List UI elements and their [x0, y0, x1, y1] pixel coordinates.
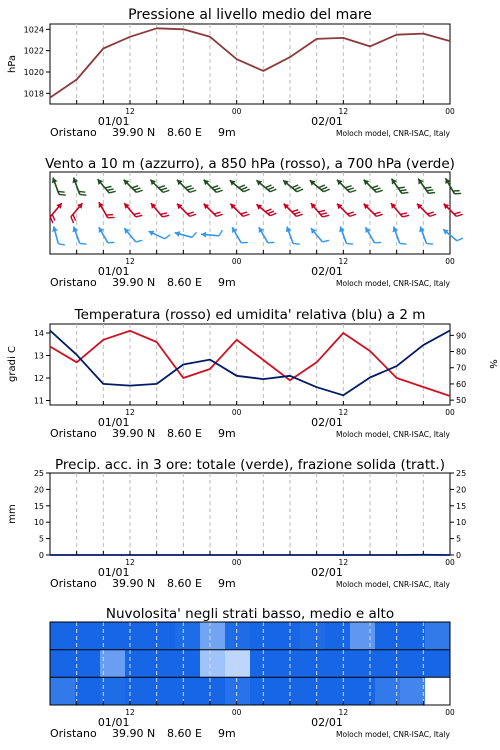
- wind-barb: [175, 231, 197, 237]
- wind-barb: [232, 227, 248, 243]
- location-label: Oristano: [50, 276, 97, 289]
- wind-barb-feather: [425, 187, 432, 188]
- x-tick-label: 12: [125, 558, 135, 567]
- wind-barb-feather: [427, 212, 433, 214]
- wind-barb-feather: [347, 188, 353, 190]
- y-tick-label: 1018: [23, 89, 44, 99]
- cloud-cell: [425, 677, 451, 705]
- wind-barb: [417, 204, 436, 217]
- wind-barb-feather: [190, 190, 196, 192]
- cloud-cell: [175, 622, 201, 650]
- wind-barb-feather: [324, 189, 330, 192]
- pressure-title: Pressione al livello medio del mare: [128, 7, 372, 23]
- wind-panel: [45, 156, 463, 289]
- wind-barb: [149, 231, 171, 239]
- pressure-plot-area: [50, 24, 450, 104]
- cloud-cell: [200, 650, 226, 678]
- wind-barb: [230, 204, 249, 217]
- wind-plot-area: [50, 172, 450, 254]
- precip-gridlines: [77, 473, 424, 555]
- humidity-y-axis-label: %: [487, 359, 498, 369]
- wind-barb-feather: [454, 212, 460, 214]
- pressure-gridlines: [77, 24, 424, 104]
- wind-barb: [445, 178, 461, 194]
- wind-barb: [71, 203, 83, 223]
- cloud-cell: [250, 650, 276, 678]
- latitude-label: 39.90 N: [112, 577, 156, 590]
- wind-barb-feather: [80, 194, 87, 195]
- cloud-cell: [300, 650, 326, 678]
- x-tick-label: 12: [338, 107, 349, 116]
- longitude-label: 8.60 E: [167, 727, 202, 740]
- wind-barb: [419, 227, 433, 245]
- date-label: 02/01: [311, 566, 343, 579]
- cloud-cell: [125, 677, 151, 705]
- y-tick-label: 14: [33, 329, 44, 338]
- wind-barb-feather: [109, 191, 116, 193]
- wind-barb-feather: [372, 186, 378, 188]
- cloud-cell: [300, 622, 326, 650]
- y-tick-label: 60: [456, 379, 467, 389]
- cloud-cell: [150, 677, 176, 705]
- cloud-cell: [50, 650, 76, 678]
- pressure-y-axis-label: hPa: [7, 54, 18, 74]
- precip-plot-area: [50, 473, 450, 555]
- wind-barb-feather: [214, 212, 220, 214]
- wind-barb-feather: [398, 187, 405, 188]
- y-tick-label: 10: [456, 518, 467, 528]
- y-tick-label: 1024: [23, 25, 44, 35]
- cloud-cell: [350, 650, 376, 678]
- elevation-label: 9m: [218, 427, 236, 440]
- cloud-cell: [175, 677, 201, 705]
- wind-barb-feather: [73, 214, 76, 220]
- y-tick-label: 5: [38, 534, 44, 544]
- wind-barbs: [50, 178, 463, 245]
- longitude-label: 8.60 E: [167, 276, 202, 289]
- cloud-cell: [50, 677, 76, 705]
- wind-barb: [72, 227, 86, 245]
- x-tick-label: 00: [231, 408, 242, 417]
- wind-barb: [151, 203, 169, 217]
- wind-barb-feather: [374, 188, 380, 190]
- wind-barb: [418, 179, 435, 194]
- cloud-cell: [400, 622, 426, 650]
- wind-barb: [204, 180, 223, 193]
- cloud-cell: [275, 650, 301, 678]
- wind-barb-feather: [160, 213, 167, 215]
- wind-barb-feather: [294, 187, 300, 190]
- wind-barb: [52, 226, 65, 245]
- cloud-cell: [325, 677, 351, 705]
- y-tick-label: 15: [33, 501, 44, 511]
- y-tick-label: 0: [38, 551, 44, 560]
- wind-barb: [99, 227, 115, 243]
- wind-barb: [150, 180, 169, 193]
- cloud-cell: [225, 677, 251, 705]
- latitude-label: 39.90 N: [112, 727, 156, 740]
- elevation-label: 9m: [218, 126, 236, 139]
- cloud-cell: [150, 622, 176, 650]
- wind-barb-feather: [187, 212, 193, 214]
- precip-title: Precip. acc. in 3 ore: totale (verde), frazione solida (tratt.): [55, 457, 445, 473]
- longitude-label: 8.60 E: [167, 577, 202, 590]
- wind-barb-feather: [136, 190, 142, 192]
- precip-y2-ticks: [450, 469, 466, 560]
- precip-y-axis-label: mm: [7, 504, 18, 524]
- cloud-cell: [275, 677, 301, 705]
- y-tick-label: 12: [33, 374, 44, 383]
- wind-barb-feather: [136, 215, 143, 217]
- wind-barb: [391, 203, 409, 217]
- temperature-line: [50, 331, 450, 396]
- x-tick-label: 00: [231, 257, 242, 266]
- wind-barb: [201, 230, 222, 238]
- wind-barb-feather: [426, 243, 433, 244]
- latitude-label: 39.90 N: [112, 126, 156, 139]
- latitude-label: 39.90 N: [112, 427, 156, 440]
- location-label: Oristano: [50, 427, 97, 440]
- temperature-gridlines: [77, 324, 424, 405]
- wind-barb-feather: [376, 190, 382, 192]
- wind-barb-feather: [296, 214, 302, 216]
- wind-barb-feather: [134, 188, 140, 190]
- wind-barb-feather: [214, 188, 220, 190]
- cloud-cell: [75, 677, 101, 705]
- elevation-label: 9m: [218, 276, 236, 289]
- wind-barb: [98, 179, 116, 193]
- credit-label: Moloch model, CNR-ISAC, Italy: [336, 580, 450, 589]
- wind-barb-feather: [374, 212, 380, 214]
- wind-barb-feather: [293, 243, 300, 244]
- wind-barb-feather: [322, 215, 329, 217]
- location-label: Oristano: [50, 126, 97, 139]
- wind-barb: [283, 180, 303, 192]
- wind-barb-feather: [136, 240, 143, 242]
- wind-barb: [364, 180, 383, 193]
- wind-barb-feather: [350, 214, 356, 216]
- precip-y-ticks: [34, 469, 50, 560]
- y-tick-label: 5: [456, 534, 462, 544]
- wind-barb-feather: [107, 189, 114, 191]
- cloud-x-axis: [50, 701, 455, 740]
- wind-barb-feather: [270, 213, 276, 216]
- y-tick-label: 11: [33, 396, 44, 406]
- wind-barb: [339, 227, 353, 245]
- wind-barb: [443, 229, 463, 241]
- cloud-cell: [75, 650, 101, 678]
- location-label: Oristano: [50, 577, 97, 590]
- y-tick-label: 80: [456, 347, 467, 357]
- wind-barb-feather: [52, 214, 55, 220]
- wind-barb: [311, 203, 329, 217]
- cloud-cell: [125, 622, 151, 650]
- pressure-panel: [7, 7, 455, 139]
- wind-barb-feather: [268, 187, 274, 190]
- wind-barb-feather: [430, 214, 436, 216]
- wind-barb-feather: [187, 188, 193, 190]
- wind-barb: [365, 227, 381, 243]
- elevation-label: 9m: [218, 727, 236, 740]
- wind-barb-feather: [239, 185, 245, 188]
- wind-barb-feather: [400, 243, 407, 244]
- date-label: 02/01: [311, 416, 343, 429]
- temperature-title: Temperatura (rosso) ed umidita' relativa (blu) a 2 m: [74, 307, 426, 323]
- wind-barb-feather: [241, 212, 247, 214]
- wind-barb: [99, 202, 115, 218]
- wind-barb-feather: [132, 186, 138, 188]
- wind-barb-head: [175, 231, 181, 237]
- wind-barb: [124, 203, 142, 217]
- y-tick-label: 0: [456, 551, 462, 560]
- wind-barb-feather: [216, 190, 222, 192]
- wind-barb-feather: [402, 215, 409, 217]
- elevation-label: 9m: [218, 577, 236, 590]
- wind-barb-feather: [292, 185, 298, 188]
- credit-label: Moloch model, CNR-ISAC, Italy: [336, 430, 450, 439]
- y-tick-label: 1020: [23, 68, 44, 77]
- date-label: 01/01: [97, 416, 130, 429]
- temperature-x-axis: [50, 401, 455, 440]
- y-tick-label: 90: [456, 331, 467, 341]
- x-tick-label: 12: [125, 408, 135, 417]
- wind-barb-feather: [427, 190, 434, 191]
- wind-barb-feather: [350, 190, 356, 192]
- x-tick-label: 12: [338, 408, 349, 417]
- wind-barb-feather: [400, 213, 407, 215]
- wind-barb-feather: [345, 186, 351, 188]
- y-tick-label: 10: [33, 518, 44, 528]
- cloud-cell: [425, 622, 451, 650]
- wind-barb: [124, 228, 142, 242]
- wind-barb: [52, 178, 66, 196]
- date-label: 02/01: [311, 115, 343, 128]
- wind-barb-feather: [50, 217, 53, 223]
- wind-barb: [286, 227, 300, 245]
- credit-label: Moloch model, CNR-ISAC, Italy: [336, 730, 450, 739]
- y-tick-label: 25: [456, 469, 467, 478]
- date-label: 01/01: [97, 716, 130, 729]
- precip-x-axis: [50, 551, 455, 590]
- wind-barb-feather: [192, 232, 196, 237]
- wind-barb: [259, 227, 275, 243]
- x-tick-label: 12: [338, 257, 349, 266]
- wind-barb-feather: [165, 235, 170, 239]
- wind-barb: [392, 179, 409, 194]
- cloud-cell: [275, 622, 301, 650]
- wind-barb: [444, 204, 463, 217]
- cloud-cell: [175, 650, 201, 678]
- temperature-y-axis-label: gradi C: [7, 346, 18, 382]
- temperature-panel: [7, 307, 498, 440]
- wind-barb-feather: [318, 210, 325, 212]
- cloud-cell: [325, 622, 351, 650]
- wind-barb-feather: [219, 230, 223, 236]
- y-tick-label: 20: [33, 485, 44, 495]
- wind-barb-feather: [244, 189, 250, 192]
- cloud-cell: [75, 622, 101, 650]
- x-tick-label: 12: [125, 708, 135, 717]
- x-tick-label: 00: [445, 558, 455, 567]
- humidity-line: [50, 331, 450, 396]
- wind-barb-feather: [457, 238, 463, 241]
- wind-barb: [284, 204, 303, 217]
- pressure-y-ticks: [24, 25, 50, 98]
- wind-barb-feather: [346, 243, 353, 244]
- wind-barb-feather: [134, 213, 141, 215]
- cloud-cell: [200, 677, 226, 705]
- cloud-cell: [250, 677, 276, 705]
- wind-barb: [177, 180, 196, 193]
- wind-barb-feather: [58, 191, 65, 192]
- cloud-cell: [225, 650, 251, 678]
- cloud-cell: [200, 622, 226, 650]
- wind-barb-feather: [159, 186, 165, 188]
- cloud-cell: [350, 677, 376, 705]
- wind-barb-head: [52, 226, 58, 232]
- wind-title: Vento a 10 m (azzurro), a 850 hPa (rosso), a 700 hPa (verde): [45, 156, 455, 172]
- wind-barb-feather: [190, 214, 196, 216]
- wind-barb-feather: [161, 188, 167, 190]
- y-tick-label: 15: [456, 501, 467, 511]
- wind-barb: [204, 204, 223, 217]
- x-tick-label: 00: [445, 408, 455, 417]
- y-tick-label: 25: [33, 469, 44, 478]
- wind-barb: [256, 204, 276, 216]
- cloud-cell: [225, 622, 251, 650]
- wind-barb-feather: [80, 243, 87, 244]
- date-label: 01/01: [97, 265, 130, 278]
- date-label: 01/01: [97, 566, 130, 579]
- longitude-label: 8.60 E: [167, 427, 202, 440]
- x-tick-label: 00: [445, 107, 455, 116]
- wind-barb: [337, 204, 356, 217]
- wind-barb: [177, 204, 196, 217]
- wind-barb: [72, 178, 86, 196]
- temperature-humidity-series: [50, 331, 450, 397]
- wind-x-axis: [50, 250, 455, 289]
- wind-barb-feather: [212, 186, 218, 188]
- x-tick-label: 00: [231, 558, 242, 567]
- wind-barb: [364, 204, 383, 217]
- y-tick-label: 50: [456, 396, 467, 406]
- latitude-label: 39.90 N: [112, 276, 156, 289]
- x-tick-label: 12: [125, 107, 135, 116]
- wind-barb-feather: [216, 214, 222, 216]
- wind-barb-feather: [347, 212, 353, 214]
- wind-barb-feather: [320, 213, 327, 215]
- location-label: Oristano: [50, 727, 97, 740]
- x-tick-label: 00: [231, 708, 242, 717]
- humidity-y-ticks: [450, 331, 466, 405]
- date-label: 02/01: [311, 716, 343, 729]
- cloud-heatmap: [50, 622, 451, 705]
- pressure-series: [50, 28, 450, 97]
- wind-barb: [311, 228, 329, 242]
- x-tick-label: 12: [125, 257, 135, 266]
- cloud-cell: [250, 622, 276, 650]
- wind-barb-feather: [321, 187, 327, 190]
- wind-barb-feather: [402, 192, 409, 193]
- wind-barb-feather: [456, 214, 462, 216]
- cloud-cell: [400, 650, 426, 678]
- wind-barb-feather: [428, 192, 435, 193]
- wind-barb-feather: [322, 240, 329, 242]
- wind-barb-feather: [265, 185, 271, 188]
- wind-barb-feather: [265, 209, 271, 212]
- wind-barb-feather: [292, 210, 298, 212]
- pressure-x-axis: [50, 100, 455, 139]
- wind-barb-feather: [400, 190, 407, 191]
- wind-barb-feather: [105, 186, 112, 188]
- wind-barb-feather: [376, 214, 382, 216]
- wind-barb-feather: [59, 194, 66, 195]
- cloud-cell: [150, 650, 176, 678]
- temperature-plot-area: [50, 324, 450, 405]
- pressure-line: [50, 28, 450, 97]
- wind-barb-feather: [163, 190, 169, 192]
- wind-barb: [256, 180, 276, 192]
- wind-barb-feather: [294, 212, 300, 214]
- wind-barb-feather: [79, 191, 86, 192]
- wind-barb-feather: [162, 215, 169, 217]
- cloud-cell: [400, 677, 426, 705]
- cloud-panel: [50, 606, 455, 740]
- temperature-y-ticks: [34, 329, 50, 406]
- wind-barb: [392, 227, 406, 245]
- cloud-cell: [300, 677, 326, 705]
- wind-barb: [337, 180, 356, 193]
- wind-barb-feather: [297, 189, 303, 192]
- y-tick-label: 13: [33, 351, 44, 361]
- cloud-cell: [350, 622, 376, 650]
- wind-barb: [50, 203, 62, 223]
- wind-barb-feather: [243, 214, 249, 216]
- wind-barb: [230, 180, 250, 192]
- y-tick-label: 70: [456, 363, 467, 373]
- wind-barb-head: [201, 232, 206, 238]
- wind-barb-feather: [71, 217, 74, 223]
- x-tick-label: 12: [338, 708, 349, 717]
- credit-label: Moloch model, CNR-ISAC, Italy: [336, 129, 450, 138]
- date-label: 01/01: [97, 115, 130, 128]
- cloud-cell: [425, 650, 451, 678]
- x-tick-label: 12: [338, 558, 349, 567]
- credit-label: Moloch model, CNR-ISAC, Italy: [336, 279, 450, 288]
- cloud-cell: [125, 650, 151, 678]
- wind-barb-feather: [268, 211, 274, 214]
- x-tick-label: 00: [231, 107, 242, 116]
- wind-barb-feather: [270, 189, 276, 192]
- wind-barb-feather: [241, 187, 247, 190]
- y-tick-label: 20: [456, 485, 467, 495]
- cloud-cell: [325, 650, 351, 678]
- wind-barb-feather: [58, 244, 65, 245]
- longitude-label: 8.60 E: [167, 126, 202, 139]
- precip-panel: [7, 457, 466, 590]
- wind-barb-feather: [185, 186, 191, 188]
- y-tick-label: 1022: [23, 46, 44, 56]
- wind-barb: [124, 180, 143, 193]
- x-tick-label: 00: [445, 708, 455, 717]
- wind-barb: [310, 180, 330, 192]
- cloud-title: Nuvolosita' negli strati basso, medio e alto: [105, 606, 395, 622]
- wind-barb-feather: [319, 185, 325, 188]
- date-label: 02/01: [311, 265, 343, 278]
- cloud-cell: [50, 622, 76, 650]
- x-tick-label: 00: [445, 257, 455, 266]
